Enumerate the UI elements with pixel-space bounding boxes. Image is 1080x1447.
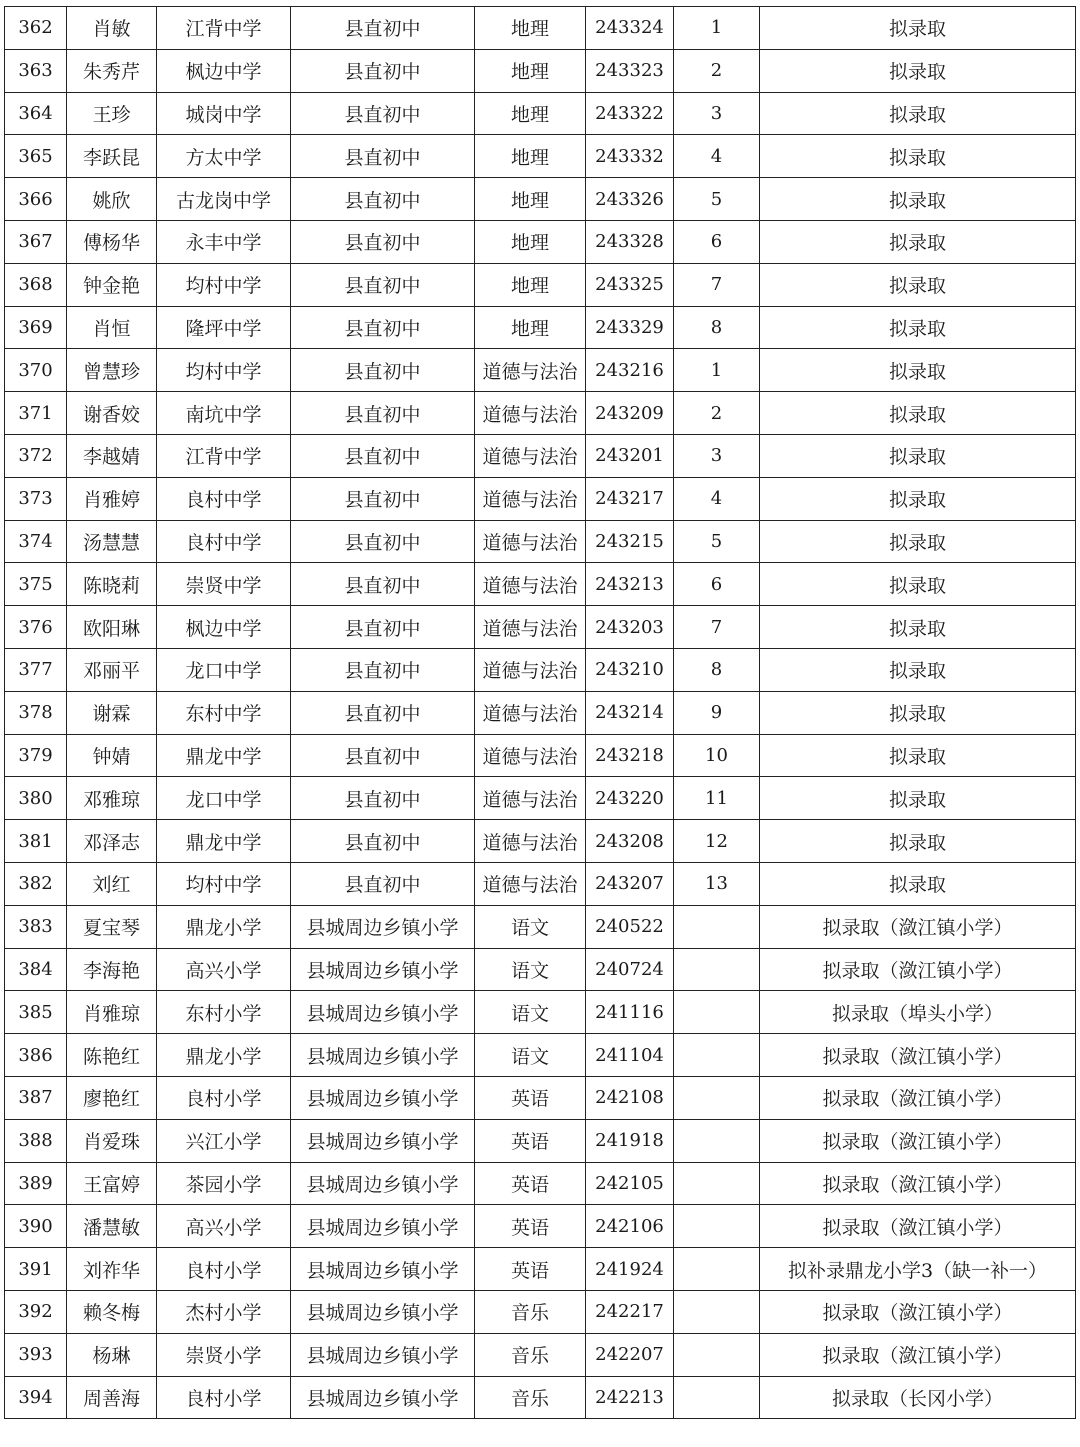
cell-subject: 道德与法治 xyxy=(475,862,586,905)
cell-current-school: 杰村小学 xyxy=(157,1290,291,1333)
cell-subject: 地理 xyxy=(475,7,586,50)
table-row xyxy=(5,820,1076,863)
cell-target-category: 县城周边乡镇小学 xyxy=(291,1333,475,1376)
cell-result: 拟录取 xyxy=(760,820,1076,863)
cell-row-number: 375 xyxy=(5,563,67,606)
table-body xyxy=(5,7,1076,1419)
cell-name: 廖艳红 xyxy=(67,1076,157,1119)
cell-rank xyxy=(674,1205,760,1248)
cell-current-school: 良村中学 xyxy=(157,477,291,520)
cell-rank: 10 xyxy=(674,734,760,777)
cell-name: 李跃昆 xyxy=(67,135,157,178)
cell-exam-number: 241116 xyxy=(586,991,674,1034)
cell-row-number: 369 xyxy=(5,306,67,349)
table-row xyxy=(5,862,1076,905)
cell-row-number: 380 xyxy=(5,777,67,820)
cell-rank: 2 xyxy=(674,392,760,435)
cell-target-category: 县直初中 xyxy=(291,49,475,92)
cell-subject: 音乐 xyxy=(475,1376,586,1419)
cell-current-school: 均村中学 xyxy=(157,263,291,306)
cell-current-school: 城岗中学 xyxy=(157,92,291,135)
cell-result: 拟录取 xyxy=(760,477,1076,520)
cell-exam-number: 243329 xyxy=(586,306,674,349)
table-row xyxy=(5,178,1076,221)
cell-row-number: 385 xyxy=(5,991,67,1034)
cell-result: 拟录取（潋江镇小学） xyxy=(760,1333,1076,1376)
cell-exam-number: 243220 xyxy=(586,777,674,820)
cell-result: 拟录取 xyxy=(760,263,1076,306)
cell-subject: 音乐 xyxy=(475,1333,586,1376)
cell-rank xyxy=(674,1162,760,1205)
cell-target-category: 县直初中 xyxy=(291,520,475,563)
cell-target-category: 县直初中 xyxy=(291,434,475,477)
cell-subject: 英语 xyxy=(475,1248,586,1291)
cell-current-school: 鼎龙中学 xyxy=(157,734,291,777)
cell-subject: 英语 xyxy=(475,1076,586,1119)
cell-exam-number: 243217 xyxy=(586,477,674,520)
cell-current-school: 鼎龙中学 xyxy=(157,820,291,863)
cell-subject: 语文 xyxy=(475,948,586,991)
cell-target-category: 县直初中 xyxy=(291,349,475,392)
cell-result: 拟录取 xyxy=(760,92,1076,135)
cell-subject: 英语 xyxy=(475,1162,586,1205)
cell-exam-number: 243324 xyxy=(586,7,674,50)
cell-target-category: 县直初中 xyxy=(291,563,475,606)
cell-current-school: 崇贤小学 xyxy=(157,1333,291,1376)
cell-result: 拟录取 xyxy=(760,392,1076,435)
cell-name: 欧阳琳 xyxy=(67,606,157,649)
cell-row-number: 364 xyxy=(5,92,67,135)
cell-subject: 道德与法治 xyxy=(475,392,586,435)
cell-subject: 音乐 xyxy=(475,1290,586,1333)
cell-target-category: 县城周边乡镇小学 xyxy=(291,1162,475,1205)
cell-row-number: 389 xyxy=(5,1162,67,1205)
table-row xyxy=(5,92,1076,135)
table-row xyxy=(5,1376,1076,1419)
table-row xyxy=(5,691,1076,734)
cell-current-school: 江背中学 xyxy=(157,7,291,50)
cell-exam-number: 241918 xyxy=(586,1119,674,1162)
admission-table xyxy=(4,6,1076,1419)
cell-exam-number: 241924 xyxy=(586,1248,674,1291)
cell-subject: 语文 xyxy=(475,1034,586,1077)
cell-current-school: 南坑中学 xyxy=(157,392,291,435)
cell-result: 拟录取 xyxy=(760,606,1076,649)
cell-subject: 英语 xyxy=(475,1119,586,1162)
cell-subject: 地理 xyxy=(475,135,586,178)
cell-rank: 2 xyxy=(674,49,760,92)
cell-name: 王珍 xyxy=(67,92,157,135)
cell-target-category: 县直初中 xyxy=(291,135,475,178)
cell-exam-number: 242105 xyxy=(586,1162,674,1205)
cell-row-number: 388 xyxy=(5,1119,67,1162)
cell-result: 拟录取 xyxy=(760,7,1076,50)
cell-current-school: 古龙岗中学 xyxy=(157,178,291,221)
cell-rank xyxy=(674,1119,760,1162)
cell-exam-number: 243213 xyxy=(586,563,674,606)
cell-exam-number: 242108 xyxy=(586,1076,674,1119)
cell-rank: 8 xyxy=(674,306,760,349)
table-row xyxy=(5,477,1076,520)
cell-exam-number: 240522 xyxy=(586,905,674,948)
cell-rank: 12 xyxy=(674,820,760,863)
cell-current-school: 良村中学 xyxy=(157,520,291,563)
cell-target-category: 县城周边乡镇小学 xyxy=(291,905,475,948)
cell-name: 姚欣 xyxy=(67,178,157,221)
cell-name: 肖敏 xyxy=(67,7,157,50)
cell-rank: 11 xyxy=(674,777,760,820)
cell-target-category: 县城周边乡镇小学 xyxy=(291,1119,475,1162)
table-row xyxy=(5,49,1076,92)
cell-result: 拟录取 xyxy=(760,220,1076,263)
cell-result: 拟录取（潋江镇小学） xyxy=(760,1119,1076,1162)
table-row xyxy=(5,648,1076,691)
cell-exam-number: 243332 xyxy=(586,135,674,178)
cell-rank: 1 xyxy=(674,349,760,392)
cell-subject: 地理 xyxy=(475,92,586,135)
table-row xyxy=(5,7,1076,50)
cell-result: 拟录取 xyxy=(760,648,1076,691)
cell-subject: 道德与法治 xyxy=(475,734,586,777)
cell-subject: 道德与法治 xyxy=(475,691,586,734)
cell-subject: 地理 xyxy=(475,49,586,92)
cell-exam-number: 243208 xyxy=(586,820,674,863)
cell-current-school: 龙口中学 xyxy=(157,777,291,820)
cell-target-category: 县直初中 xyxy=(291,220,475,263)
cell-subject: 英语 xyxy=(475,1205,586,1248)
cell-target-category: 县城周边乡镇小学 xyxy=(291,1290,475,1333)
cell-exam-number: 240724 xyxy=(586,948,674,991)
cell-rank xyxy=(674,1076,760,1119)
cell-subject: 地理 xyxy=(475,263,586,306)
cell-current-school: 良村小学 xyxy=(157,1376,291,1419)
cell-name: 赖冬梅 xyxy=(67,1290,157,1333)
cell-name: 夏宝琴 xyxy=(67,905,157,948)
cell-row-number: 378 xyxy=(5,691,67,734)
cell-target-category: 县城周边乡镇小学 xyxy=(291,1076,475,1119)
cell-result: 拟录取（长冈小学） xyxy=(760,1376,1076,1419)
cell-row-number: 370 xyxy=(5,349,67,392)
cell-name: 谢霖 xyxy=(67,691,157,734)
cell-subject: 道德与法治 xyxy=(475,477,586,520)
cell-result: 拟补录鼎龙小学3（缺一补一） xyxy=(760,1248,1076,1291)
cell-result: 拟录取（埠头小学） xyxy=(760,991,1076,1034)
cell-rank xyxy=(674,1034,760,1077)
cell-name: 刘红 xyxy=(67,862,157,905)
cell-row-number: 379 xyxy=(5,734,67,777)
cell-result: 拟录取 xyxy=(760,178,1076,221)
cell-subject: 语文 xyxy=(475,905,586,948)
cell-row-number: 377 xyxy=(5,648,67,691)
cell-name: 李海艳 xyxy=(67,948,157,991)
table-row xyxy=(5,135,1076,178)
cell-name: 朱秀芹 xyxy=(67,49,157,92)
cell-result: 拟录取 xyxy=(760,563,1076,606)
cell-exam-number: 243207 xyxy=(586,862,674,905)
cell-current-school: 茶园小学 xyxy=(157,1162,291,1205)
cell-rank xyxy=(674,1376,760,1419)
cell-result: 拟录取 xyxy=(760,49,1076,92)
cell-current-school: 鼎龙小学 xyxy=(157,1034,291,1077)
cell-current-school: 枫边中学 xyxy=(157,606,291,649)
cell-subject: 语文 xyxy=(475,991,586,1034)
cell-row-number: 372 xyxy=(5,434,67,477)
cell-rank: 9 xyxy=(674,691,760,734)
cell-rank: 6 xyxy=(674,563,760,606)
cell-exam-number: 242217 xyxy=(586,1290,674,1333)
cell-row-number: 386 xyxy=(5,1034,67,1077)
cell-target-category: 县城周边乡镇小学 xyxy=(291,1034,475,1077)
cell-target-category: 县直初中 xyxy=(291,648,475,691)
cell-result: 拟录取 xyxy=(760,349,1076,392)
cell-rank: 13 xyxy=(674,862,760,905)
cell-rank xyxy=(674,948,760,991)
cell-current-school: 均村中学 xyxy=(157,862,291,905)
cell-result: 拟录取（潋江镇小学） xyxy=(760,1034,1076,1077)
cell-exam-number: 243328 xyxy=(586,220,674,263)
cell-result: 拟录取 xyxy=(760,520,1076,563)
cell-exam-number: 243326 xyxy=(586,178,674,221)
cell-rank xyxy=(674,1248,760,1291)
cell-rank: 5 xyxy=(674,178,760,221)
cell-row-number: 391 xyxy=(5,1248,67,1291)
cell-exam-number: 241104 xyxy=(586,1034,674,1077)
cell-rank: 3 xyxy=(674,92,760,135)
cell-row-number: 368 xyxy=(5,263,67,306)
cell-result: 拟录取 xyxy=(760,434,1076,477)
cell-target-category: 县城周边乡镇小学 xyxy=(291,1376,475,1419)
table-row xyxy=(5,1076,1076,1119)
cell-subject: 地理 xyxy=(475,178,586,221)
cell-name: 曾慧珍 xyxy=(67,349,157,392)
cell-target-category: 县直初中 xyxy=(291,392,475,435)
cell-row-number: 365 xyxy=(5,135,67,178)
cell-current-school: 崇贤中学 xyxy=(157,563,291,606)
cell-subject: 道德与法治 xyxy=(475,434,586,477)
table-row xyxy=(5,306,1076,349)
cell-exam-number: 243325 xyxy=(586,263,674,306)
cell-name: 邓泽志 xyxy=(67,820,157,863)
cell-target-category: 县城周边乡镇小学 xyxy=(291,948,475,991)
cell-subject: 道德与法治 xyxy=(475,520,586,563)
cell-rank xyxy=(674,1333,760,1376)
cell-exam-number: 243218 xyxy=(586,734,674,777)
cell-exam-number: 243210 xyxy=(586,648,674,691)
table-row xyxy=(5,777,1076,820)
cell-row-number: 383 xyxy=(5,905,67,948)
cell-result: 拟录取（潋江镇小学） xyxy=(760,1290,1076,1333)
cell-target-category: 县城周边乡镇小学 xyxy=(291,991,475,1034)
cell-target-category: 县直初中 xyxy=(291,862,475,905)
cell-row-number: 392 xyxy=(5,1290,67,1333)
cell-name: 汤慧慧 xyxy=(67,520,157,563)
cell-target-category: 县城周边乡镇小学 xyxy=(291,1205,475,1248)
cell-row-number: 374 xyxy=(5,520,67,563)
cell-row-number: 371 xyxy=(5,392,67,435)
cell-name: 陈晓莉 xyxy=(67,563,157,606)
table-row xyxy=(5,1248,1076,1291)
cell-name: 邓雅琼 xyxy=(67,777,157,820)
table-row xyxy=(5,1333,1076,1376)
cell-exam-number: 243203 xyxy=(586,606,674,649)
cell-current-school: 鼎龙小学 xyxy=(157,905,291,948)
cell-name: 潘慧敏 xyxy=(67,1205,157,1248)
cell-row-number: 367 xyxy=(5,220,67,263)
cell-rank: 1 xyxy=(674,7,760,50)
cell-target-category: 县直初中 xyxy=(291,306,475,349)
cell-subject: 道德与法治 xyxy=(475,349,586,392)
table-row xyxy=(5,1290,1076,1333)
cell-row-number: 376 xyxy=(5,606,67,649)
cell-name: 肖恒 xyxy=(67,306,157,349)
cell-row-number: 362 xyxy=(5,7,67,50)
cell-target-category: 县直初中 xyxy=(291,263,475,306)
cell-target-category: 县直初中 xyxy=(291,178,475,221)
table-row xyxy=(5,520,1076,563)
cell-rank xyxy=(674,991,760,1034)
cell-exam-number: 242106 xyxy=(586,1205,674,1248)
table-row xyxy=(5,392,1076,435)
cell-target-category: 县直初中 xyxy=(291,820,475,863)
cell-name: 邓丽平 xyxy=(67,648,157,691)
table-row xyxy=(5,1205,1076,1248)
cell-result: 拟录取（潋江镇小学） xyxy=(760,905,1076,948)
cell-name: 傅杨华 xyxy=(67,220,157,263)
cell-target-category: 县直初中 xyxy=(291,777,475,820)
cell-result: 拟录取（潋江镇小学） xyxy=(760,1076,1076,1119)
cell-name: 肖雅婷 xyxy=(67,477,157,520)
cell-row-number: 373 xyxy=(5,477,67,520)
cell-row-number: 381 xyxy=(5,820,67,863)
cell-name: 谢香姣 xyxy=(67,392,157,435)
cell-row-number: 390 xyxy=(5,1205,67,1248)
cell-target-category: 县直初中 xyxy=(291,691,475,734)
cell-row-number: 363 xyxy=(5,49,67,92)
cell-result: 拟录取（潋江镇小学） xyxy=(760,948,1076,991)
table-row xyxy=(5,220,1076,263)
cell-current-school: 均村中学 xyxy=(157,349,291,392)
cell-result: 拟录取 xyxy=(760,734,1076,777)
cell-current-school: 隆坪中学 xyxy=(157,306,291,349)
cell-exam-number: 243201 xyxy=(586,434,674,477)
table-row xyxy=(5,434,1076,477)
cell-target-category: 县直初中 xyxy=(291,734,475,777)
table-row xyxy=(5,563,1076,606)
cell-rank xyxy=(674,1290,760,1333)
cell-current-school: 东村小学 xyxy=(157,991,291,1034)
cell-target-category: 县直初中 xyxy=(291,92,475,135)
table-row xyxy=(5,349,1076,392)
cell-current-school: 高兴小学 xyxy=(157,948,291,991)
cell-subject: 地理 xyxy=(475,306,586,349)
cell-target-category: 县直初中 xyxy=(291,7,475,50)
cell-name: 刘祚华 xyxy=(67,1248,157,1291)
cell-exam-number: 243215 xyxy=(586,520,674,563)
cell-name: 肖雅琼 xyxy=(67,991,157,1034)
cell-row-number: 393 xyxy=(5,1333,67,1376)
cell-current-school: 高兴小学 xyxy=(157,1205,291,1248)
table-row xyxy=(5,734,1076,777)
cell-subject: 道德与法治 xyxy=(475,606,586,649)
cell-name: 钟婧 xyxy=(67,734,157,777)
cell-subject: 道德与法治 xyxy=(475,648,586,691)
cell-current-school: 良村小学 xyxy=(157,1076,291,1119)
cell-name: 肖爱珠 xyxy=(67,1119,157,1162)
cell-current-school: 方太中学 xyxy=(157,135,291,178)
cell-target-category: 县直初中 xyxy=(291,477,475,520)
cell-row-number: 382 xyxy=(5,862,67,905)
cell-result: 拟录取（潋江镇小学） xyxy=(760,1205,1076,1248)
table-row xyxy=(5,263,1076,306)
table-row xyxy=(5,1119,1076,1162)
cell-rank: 7 xyxy=(674,263,760,306)
cell-row-number: 387 xyxy=(5,1076,67,1119)
cell-rank: 6 xyxy=(674,220,760,263)
cell-name: 周善海 xyxy=(67,1376,157,1419)
cell-current-school: 兴江小学 xyxy=(157,1119,291,1162)
cell-subject: 道德与法治 xyxy=(475,563,586,606)
cell-exam-number: 242207 xyxy=(586,1333,674,1376)
cell-exam-number: 242213 xyxy=(586,1376,674,1419)
cell-result: 拟录取 xyxy=(760,862,1076,905)
cell-name: 李越婧 xyxy=(67,434,157,477)
cell-rank: 4 xyxy=(674,135,760,178)
cell-target-category: 县城周边乡镇小学 xyxy=(291,1248,475,1291)
cell-subject: 道德与法治 xyxy=(475,820,586,863)
table-row xyxy=(5,1034,1076,1077)
cell-exam-number: 243209 xyxy=(586,392,674,435)
table-row xyxy=(5,606,1076,649)
cell-current-school: 东村中学 xyxy=(157,691,291,734)
table-row xyxy=(5,905,1076,948)
cell-result: 拟录取 xyxy=(760,135,1076,178)
cell-current-school: 良村小学 xyxy=(157,1248,291,1291)
cell-exam-number: 243323 xyxy=(586,49,674,92)
cell-result: 拟录取（潋江镇小学） xyxy=(760,1162,1076,1205)
cell-current-school: 永丰中学 xyxy=(157,220,291,263)
cell-exam-number: 243214 xyxy=(586,691,674,734)
cell-name: 钟金艳 xyxy=(67,263,157,306)
cell-target-category: 县直初中 xyxy=(291,606,475,649)
cell-exam-number: 243322 xyxy=(586,92,674,135)
cell-current-school: 龙口中学 xyxy=(157,648,291,691)
cell-rank: 4 xyxy=(674,477,760,520)
cell-rank: 8 xyxy=(674,648,760,691)
cell-row-number: 366 xyxy=(5,178,67,221)
cell-result: 拟录取 xyxy=(760,777,1076,820)
cell-result: 拟录取 xyxy=(760,691,1076,734)
cell-name: 杨琳 xyxy=(67,1333,157,1376)
cell-row-number: 384 xyxy=(5,948,67,991)
table-row xyxy=(5,1162,1076,1205)
cell-rank: 5 xyxy=(674,520,760,563)
cell-subject: 道德与法治 xyxy=(475,777,586,820)
cell-result: 拟录取 xyxy=(760,306,1076,349)
cell-current-school: 江背中学 xyxy=(157,434,291,477)
cell-subject: 地理 xyxy=(475,220,586,263)
cell-current-school: 枫边中学 xyxy=(157,49,291,92)
cell-name: 陈艳红 xyxy=(67,1034,157,1077)
table-row xyxy=(5,948,1076,991)
cell-exam-number: 243216 xyxy=(586,349,674,392)
table-row xyxy=(5,991,1076,1034)
cell-row-number: 394 xyxy=(5,1376,67,1419)
cell-rank: 3 xyxy=(674,434,760,477)
cell-rank: 7 xyxy=(674,606,760,649)
cell-name: 王富婷 xyxy=(67,1162,157,1205)
cell-rank xyxy=(674,905,760,948)
